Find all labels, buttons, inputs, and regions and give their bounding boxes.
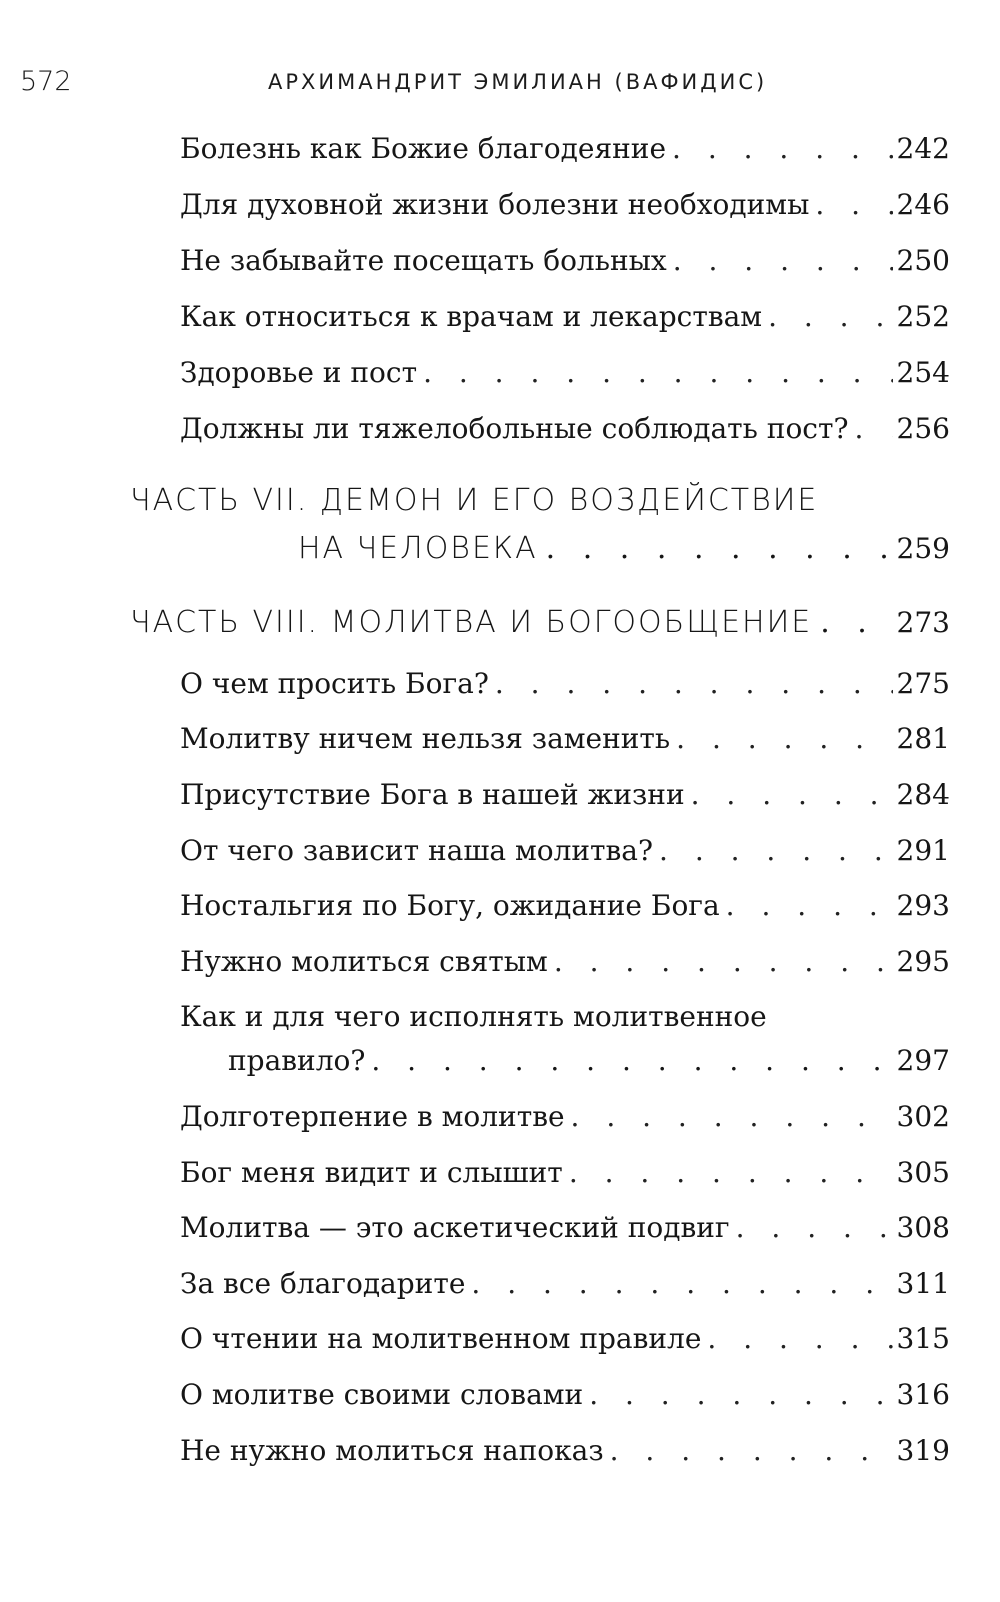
toc-entry-title: Присутствие Бога в нашей жизни: [180, 778, 685, 811]
toc-entry-row2: [228, 1041, 950, 1081]
toc-entry[interactable]: [180, 1319, 950, 1359]
running-title: АРХИМАНДРИТ ЭМИЛИАН (ВАФИДИС): [268, 70, 768, 94]
toc-entry[interactable]: [180, 129, 950, 169]
toc-entry[interactable]: [180, 353, 950, 393]
toc-entry-page: 254: [896, 356, 950, 389]
toc-entry-page: 302: [896, 1100, 950, 1133]
part-title-line1: ЧАСТЬ VII. ДЕМОН И ЕГО ВОЗДЕЙСТВИЕ: [130, 483, 819, 518]
toc-entry-title-line1: Как и для чего исполнять молитвенное: [180, 1000, 767, 1033]
toc-entry-page: 319: [896, 1434, 950, 1467]
toc-entry[interactable]: [180, 719, 950, 759]
toc-entry[interactable]: [180, 831, 950, 871]
leader-dots: [548, 942, 893, 982]
toc-entry-title: Молитва — это аскетический подвиг: [180, 1211, 730, 1244]
leader-dots: [666, 129, 893, 169]
leader-dots: [701, 1319, 892, 1359]
toc-entry-page: 315: [896, 1322, 950, 1355]
toc-entry-title: Долготерпение в молитве: [180, 1100, 565, 1133]
toc-entry-page: 295: [896, 945, 950, 978]
toc-entry-page: 297: [896, 1044, 950, 1077]
leader-dots: [538, 529, 893, 569]
toc-entry[interactable]: [180, 1375, 950, 1415]
leader-dots: [465, 1264, 892, 1304]
leader-dots: [489, 664, 893, 704]
toc-entry-title: Для духовной жизни болезни необходимы: [180, 188, 810, 221]
toc-entry[interactable]: [180, 664, 950, 704]
part-page: 273: [896, 606, 950, 639]
toc-entry[interactable]: [180, 185, 950, 225]
toc-entry-multiline[interactable]: [180, 997, 950, 1085]
toc-part-8[interactable]: [130, 603, 950, 647]
toc-entry-page: 311: [896, 1267, 950, 1300]
toc-entry-page: 252: [896, 300, 950, 333]
toc-entry[interactable]: [180, 886, 950, 926]
toc-entry-page: 281: [896, 722, 950, 755]
leader-dots: [720, 886, 893, 926]
leader-dots: [812, 603, 892, 643]
leader-dots: [762, 297, 892, 337]
toc-entry-title: Ностальгия по Богу, ожидание Бога: [180, 889, 720, 922]
toc-entry-title: Болезнь как Божие благодеяние: [180, 132, 667, 165]
toc-entry[interactable]: [180, 1097, 950, 1137]
leader-dots: [565, 1097, 893, 1137]
toc-entry[interactable]: [180, 297, 950, 337]
toc-entry[interactable]: [180, 1431, 950, 1471]
leader-dots: [583, 1375, 892, 1415]
toc-entry-page: 293: [896, 889, 950, 922]
toc-entry-page: 305: [896, 1156, 950, 1189]
leader-dots: [667, 241, 893, 281]
toc-entry-title: Здоровье и пост: [180, 356, 418, 389]
toc-entry-title: От чего зависит наша молитва?: [180, 834, 654, 867]
leader-dots: [849, 409, 893, 449]
leader-dots: [563, 1153, 893, 1193]
toc-entry[interactable]: [180, 241, 950, 281]
part-page: 259: [896, 532, 950, 565]
toc-entry-title-line2: правило?: [228, 1044, 366, 1077]
leader-dots: [670, 719, 892, 759]
toc-entry-page: 316: [896, 1378, 950, 1411]
part-title: ЧАСТЬ VIII. МОЛИТВА И БОГООБЩЕНИЕ: [130, 605, 813, 640]
toc-entry-page: 246: [896, 188, 950, 221]
toc-entry-page: 275: [896, 667, 950, 700]
toc-entry-title: Как относиться к врачам и лекарствам: [180, 300, 763, 333]
toc-entry[interactable]: [180, 775, 950, 815]
leader-dots: [809, 185, 892, 225]
leader-dots: [653, 831, 893, 871]
toc-entry-title: Бог меня видит и слышит: [180, 1156, 563, 1189]
toc-entry-title: Молитву ничем нельзя заменить: [180, 722, 671, 755]
toc-entry[interactable]: [180, 942, 950, 982]
toc-entry-title: Не нужно молиться напоказ: [180, 1434, 604, 1467]
part-title-line2: НА ЧЕЛОВЕКА: [298, 531, 538, 566]
toc-entry-page: 291: [896, 834, 950, 867]
part-title-row2: [298, 529, 950, 569]
toc-entry-page: 284: [896, 778, 950, 811]
part-title-row: [130, 603, 950, 643]
toc-entry-title: Не забывайте посещать больных: [180, 244, 667, 277]
toc-entry[interactable]: [180, 1208, 950, 1248]
page-number: 572: [20, 66, 72, 97]
leader-dots: [604, 1431, 893, 1471]
toc-entry-page: 256: [896, 412, 950, 445]
leader-dots: [365, 1041, 892, 1081]
leader-dots: [685, 775, 893, 815]
toc-entry-title: О молитве своими словами: [180, 1378, 584, 1411]
toc-entry-title: О чтении на молитвенном правиле: [180, 1322, 702, 1355]
toc-entry-title: Нужно молиться святым: [180, 945, 548, 978]
toc-entry-page: 242: [896, 132, 950, 165]
toc-entry-page: 308: [896, 1211, 950, 1244]
leader-dots: [730, 1208, 893, 1248]
toc-entry[interactable]: [180, 1264, 950, 1304]
toc-entry-page: 250: [896, 244, 950, 277]
toc-entry-title: О чем просить Бога?: [180, 667, 489, 700]
leader-dots: [417, 353, 892, 393]
toc-part-7[interactable]: [130, 483, 950, 573]
toc-entry-title: Должны ли тяжелобольные соблюдать пост?: [180, 412, 849, 445]
toc-entry[interactable]: [180, 1153, 950, 1193]
toc-entry[interactable]: [180, 409, 950, 449]
toc-entry-title: За все благодарите: [180, 1267, 466, 1300]
